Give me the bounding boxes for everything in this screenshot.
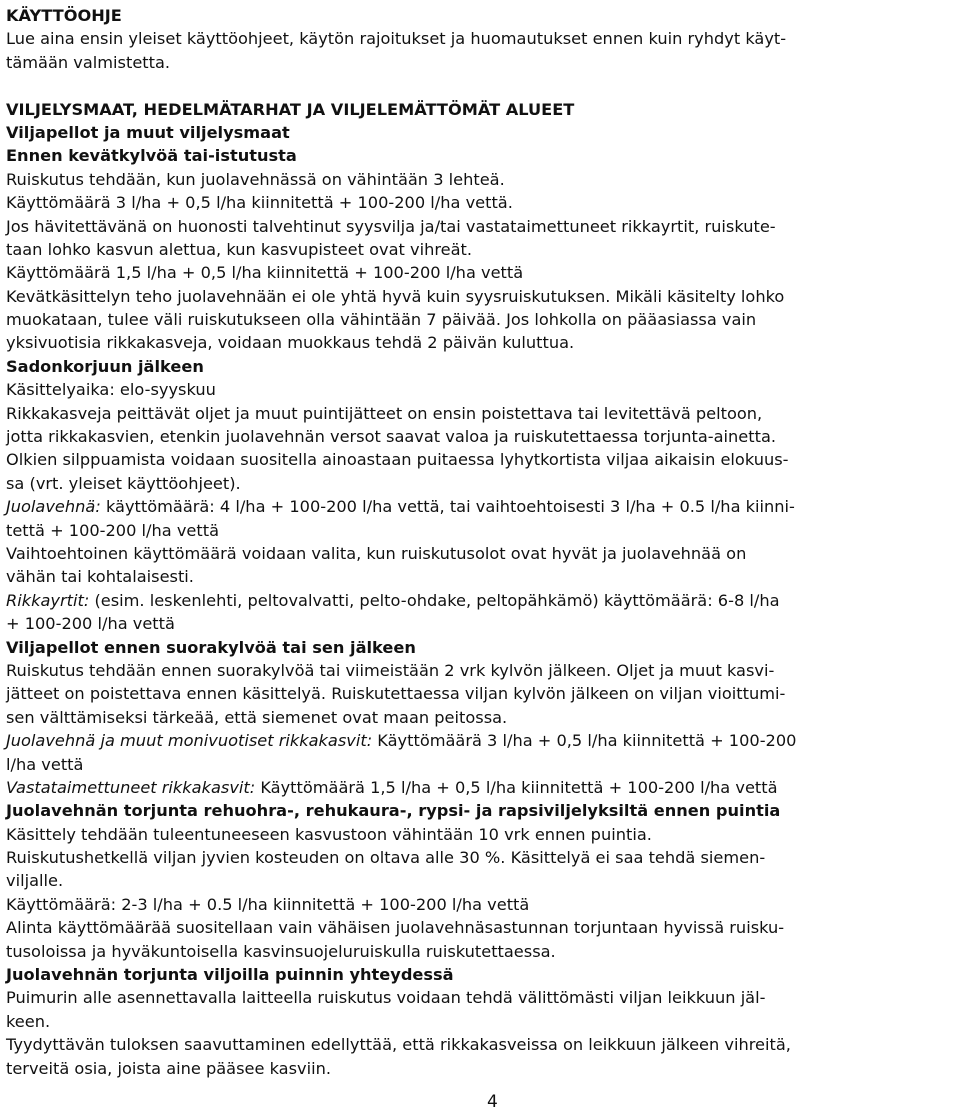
section-heading: Juolavehnän torjunta viljoilla puinnin yhteydessä (6, 965, 454, 985)
paragraph-line: terveitä osia, joista aine pääsee kasviin. (6, 1058, 332, 1078)
page-number: 4 (487, 1092, 498, 1112)
paragraph-line: Ruiskutus tehdään ennen suorakylvöä tai viimeistään 2 vrk kylvön jälkeen. Oljet ja muut kasvi- (6, 660, 775, 680)
paragraph-line: viljalle. (6, 871, 64, 891)
paragraph-line: Käsittelyaika: elo-syyskuu (6, 380, 216, 400)
paragraph-line: Alinta käyttömäärää suositellaan vain vähäisen juolavehnäsastunnan torjuntaan hyvissä ruisku- (6, 918, 785, 938)
paragraph-line: Puimurin alle asennettavalla laitteella ruiskutus voidaan tehdä välittömästi viljan leikkuun jäl- (6, 988, 766, 1008)
dosage-label: Rikkayrtit: (6, 590, 90, 610)
section-heading: Viljapellot ennen suorakylvöä tai sen jälkeen (6, 637, 416, 657)
spring-heading: Ennen kevätkylvöä tai-istutusta (6, 146, 297, 166)
dosage-text: Käyttömäärä 3 l/ha + 0,5 l/ha kiinnitettä + 100-200 (372, 731, 797, 751)
section-heading: Juolavehnän torjunta rehuohra-, rehukaura-, rypsi- ja rapsiviljelyksiltä ennen puintia (6, 801, 781, 821)
harvest-heading: Sadonkorjuun jälkeen (6, 356, 204, 376)
dosage-line (6, 776, 954, 799)
dosage-label: Juolavehnä ja muut monivuotiset rikkakasvit: (6, 731, 373, 751)
paragraph-line: muokataan, tulee väli ruiskutukseen olla vähintään 7 päivää. Jos lohkolla on pääasiassa vain (6, 310, 757, 330)
document-page (6, 4, 954, 1080)
paragraph-line: + 100-200 l/ha vettä (6, 614, 175, 634)
paragraph-line: Käyttömäärä: 2-3 l/ha + 0.5 l/ha kiinnitettä + 100-200 l/ha vettä (6, 894, 530, 914)
paragraph-line: jätteet on poistettava ennen käsittelyä. Ruiskutettaessa viljan kylvön jälkeen on viljan vioittumi- (6, 684, 786, 704)
dosage-label: Vastataimettuneet rikkakasvit: (6, 777, 256, 797)
dosage-text: käyttömäärä: 4 l/ha + 100-200 l/ha vettä, tai vaihtoehtoisesti 3 l/ha + 0.5 l/ha kiinni- (100, 497, 795, 517)
dosage-line (6, 729, 954, 752)
paragraph-line: Käyttömäärä 1,5 l/ha + 0,5 l/ha kiinnitettä + 100-200 l/ha vettä (6, 263, 524, 283)
dosage-text: (esim. leskenlehti, peltovalvatti, pelto-ohdake, peltopähkämö) käyttömäärä: 6-8 l/ha (89, 590, 780, 610)
paragraph-line: Tyydyttävän tuloksen saavuttaminen edellyttää, että rikkakasveissa on leikkuun jälkeen vihreitä, (6, 1035, 791, 1055)
paragraph-line: Kevätkäsittelyn teho juolavehnään ei ole yhtä hyvä kuin syysruiskutuksen. Mikäli käsitelty lohko (6, 286, 785, 306)
paragraph-line: yksivuotisia rikkakasveja, voidaan muokkaus tehdä 2 päivän kuluttua. (6, 333, 575, 353)
paragraph-line: Vaihtoehtoinen käyttömäärä voidaan valita, kun ruiskutusolot ovat hyvät ja juolavehnää on (6, 543, 747, 563)
intro-line-1: Lue aina ensin yleiset käyttöohjeet, käytön rajoitukset ja huomautukset ennen kuin ryhdyt käyt- (6, 29, 787, 49)
paragraph-line: l/ha vettä (6, 754, 84, 774)
dosage-label: Juolavehnä: (6, 497, 101, 517)
dosage-text: Käyttömäärä 1,5 l/ha + 0,5 l/ha kiinnitettä + 100-200 l/ha vettä (255, 777, 778, 797)
paragraph-line: jotta rikkakasvien, etenkin juolavehnän versot saavat valoa ja ruiskutettaessa torjunta-ainetta. (6, 427, 777, 447)
paragraph-line: Jos hävitettävänä on huonosti talvehtinut syysvilja ja/tai vastataimettuneet rikkayrtit, ruiskute- (6, 216, 776, 236)
paragraph-line: taan lohko kasvun alettua, kun kasvupisteet ovat vihreät. (6, 239, 473, 259)
section-subheading: Viljapellot ja muut viljelysmaat (6, 122, 290, 142)
paragraph-line: Käsittely tehdään tuleentuneeseen kasvustoon vähintään 10 vrk ennen puintia. (6, 824, 652, 844)
paragraph-line: keen. (6, 1011, 51, 1031)
paragraph-line: Ruiskutushetkellä viljan jyvien kosteuden on oltava alle 30 %. Käsittelyä ei saa tehdä siemen- (6, 848, 766, 868)
paragraph-line: Olkien silppuamista voidaan suositella ainoastaan puitaessa lyhytkortista viljaa aikaisin elokuus- (6, 450, 789, 470)
paragraph-line: Käyttömäärä 3 l/ha + 0,5 l/ha kiinnitettä + 100-200 l/ha vettä. (6, 193, 513, 213)
paragraph-line: tettä + 100-200 l/ha vettä (6, 520, 219, 540)
paragraph-line: vähän tai kohtalaisesti. (6, 567, 194, 587)
paragraph-line: tusoloissa ja hyväkuntoisella kasvinsuojeluruiskulla ruiskutettaessa. (6, 941, 556, 961)
dosage-line (6, 495, 954, 518)
paragraph-line: sa (vrt. yleiset käyttöohjeet). (6, 473, 241, 493)
document-title: KÄYTTÖOHJE (6, 6, 122, 25)
paragraph-line: Ruiskutus tehdään, kun juolavehnässä on vähintään 3 lehteä. (6, 169, 505, 189)
paragraph-line: Rikkakasveja peittävät oljet ja muut puintijätteet on ensin poistettava tai levitettävä peltoon, (6, 403, 763, 423)
paragraph-line: sen välttämiseksi tärkeää, että siemenet ovat maan peitossa. (6, 707, 508, 727)
section-heading: VILJELYSMAAT, HEDELMÄTARHAT JA VILJELEMÄTTÖMÄT ALUEET (6, 99, 575, 119)
intro-line-2: tämään valmistetta. (6, 52, 171, 72)
dosage-line (6, 589, 954, 612)
spacer (6, 74, 954, 97)
